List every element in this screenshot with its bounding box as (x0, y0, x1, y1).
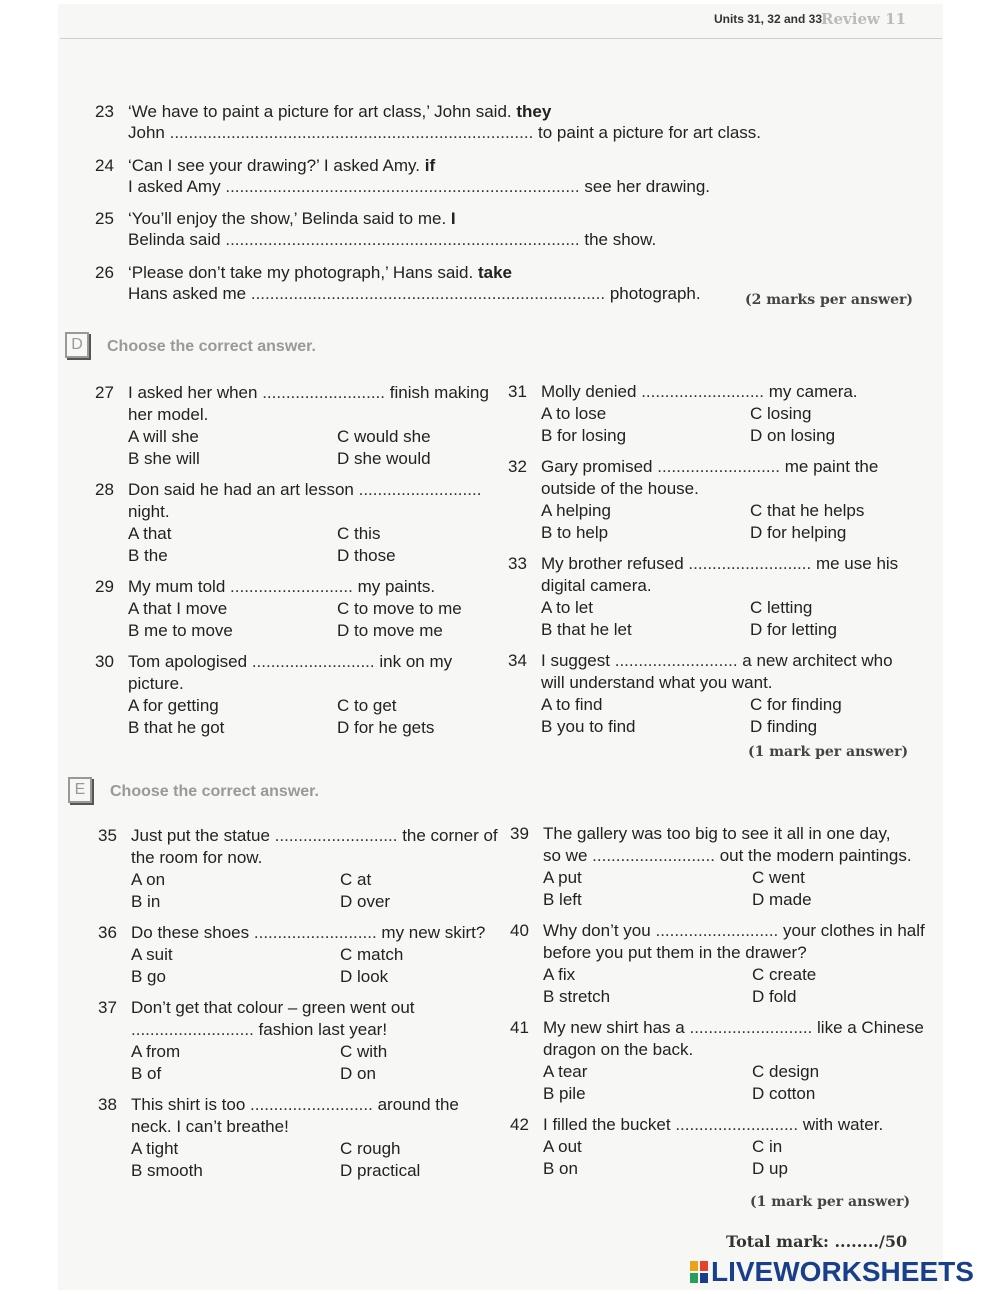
keyword: they (516, 102, 552, 121)
option-b[interactable]: B pile (543, 1084, 586, 1103)
option-d[interactable]: D for letting (750, 620, 837, 639)
option-b[interactable]: B the (128, 546, 168, 565)
answer-blank[interactable]: .......................... (131, 1020, 254, 1039)
question-25: 25 ‘You’ll enjoy the show,’ Belinda said to me. I Belinda said ........................................................................... the show. (95, 209, 657, 249)
option-a[interactable]: A suit (131, 945, 173, 964)
option-b[interactable]: B stretch (543, 987, 611, 1006)
option-c[interactable]: C letting (750, 598, 813, 617)
option-c[interactable]: C would she (337, 427, 431, 446)
answer-blank[interactable]: .......................... (250, 1095, 373, 1114)
answer-blank[interactable]: .......................... (253, 923, 377, 942)
option-d[interactable]: D practical (340, 1161, 421, 1180)
answer-blank[interactable]: .......................... (358, 480, 482, 499)
answer-blank[interactable]: .......................... (592, 846, 715, 865)
question-30: 30 Tom apologised .......................... ink on my picture. A for getting C to get B that he got D for he gets (95, 652, 453, 737)
option-a[interactable]: A out (543, 1137, 582, 1156)
option-d[interactable]: D on losing (750, 426, 836, 445)
option-a[interactable]: A to lose (541, 404, 607, 423)
option-b[interactable]: B of (131, 1064, 162, 1083)
option-b[interactable]: B that he got (128, 718, 225, 737)
review-label: Review 11 (821, 10, 906, 28)
option-d[interactable]: D over (340, 892, 391, 911)
answer-blank[interactable]: .......................... (688, 554, 812, 573)
answer-blank[interactable]: .......................... (274, 826, 398, 845)
option-a[interactable]: A that I move (128, 599, 228, 618)
option-d[interactable]: D for helping (750, 523, 847, 542)
section-e-title: Choose the correct answer. (110, 783, 319, 800)
answer-blank[interactable]: .......................... (655, 921, 779, 940)
option-c[interactable]: C went (752, 868, 805, 887)
keyword: if (424, 156, 436, 175)
option-a[interactable]: A helping (541, 501, 611, 520)
option-d[interactable]: D those (337, 546, 396, 565)
page-header (60, 0, 942, 39)
option-a[interactable]: A on (131, 870, 166, 889)
option-c[interactable]: C for finding (750, 695, 842, 714)
question-24: 24 ‘Can I see your drawing?’ I asked Amy. if I asked Amy ........................................................................... see her drawing. (95, 156, 711, 196)
question-36: 36 Do these shoes .......................... my new skirt? A suit C match B go D look (98, 923, 486, 986)
question-26: 26 ‘Please don’t take my photograph,’ Hans said. take Hans asked me ........................................................................... photograph. (95, 263, 701, 303)
option-b[interactable]: B on (543, 1159, 578, 1178)
marks-note-c: (2 marks per answer) (745, 292, 913, 308)
option-d[interactable]: D on (340, 1064, 376, 1083)
option-c[interactable]: C at (340, 870, 372, 889)
answer-blank[interactable]: .......................... (689, 1018, 813, 1037)
option-c[interactable]: C this (337, 524, 381, 543)
option-b[interactable]: B to help (541, 523, 609, 542)
question-42: 42 I filled the bucket .......................... with water. A out C in B on D up (510, 1115, 884, 1178)
option-d[interactable]: D made (752, 890, 812, 909)
option-a[interactable]: A from (131, 1042, 181, 1061)
answer-blank[interactable]: .......................... (657, 457, 781, 476)
answer-blank[interactable]: ........................................................................... (250, 284, 606, 303)
option-a[interactable]: A tight (131, 1139, 179, 1158)
option-d[interactable]: D she would (337, 449, 431, 468)
option-c[interactable]: C to get (337, 696, 397, 715)
option-a[interactable]: A that (128, 524, 172, 543)
marks-note-d: (1 mark per answer) (748, 744, 909, 760)
option-d[interactable]: D up (752, 1159, 788, 1178)
marks-note-e: (1 mark per answer) (750, 1194, 911, 1210)
answer-blank[interactable]: .......................... (262, 383, 386, 402)
option-b[interactable]: B smooth (131, 1161, 203, 1180)
option-d[interactable]: D fold (752, 987, 797, 1006)
answer-blank[interactable]: ........................................................................... (225, 177, 580, 196)
answer-blank[interactable]: .......................... (675, 1115, 799, 1134)
option-d[interactable]: D look (340, 967, 389, 986)
answer-blank[interactable]: .......................... (614, 651, 738, 670)
answer-blank[interactable]: ........................................................................... (225, 230, 580, 249)
question-41: 41 My new shirt has a .......................... like a Chinese dragon on the back. A tear C design B pile D cotton (510, 1018, 924, 1103)
question-33: 33 My brother refused .......................... me use his digital camera. A to let C letting B that he let D for letting (508, 554, 899, 639)
question-35: 35 Just put the statue .......................... the corner of the room for now. A on C at B in D over (98, 826, 498, 911)
option-c[interactable]: C in (752, 1137, 783, 1156)
option-b[interactable]: B left (543, 890, 582, 909)
question-28: 28 Don said he had an art lesson .......................... night. A that C this B the D those (95, 480, 482, 565)
option-c[interactable]: C rough (340, 1139, 401, 1158)
option-a[interactable]: A to find (541, 695, 603, 714)
option-b[interactable]: B for losing (541, 426, 627, 445)
question-40: 40 Why don’t you .......................... your clothes in half before you put them in the drawer? A fix C create B stretch D fold (510, 921, 925, 1006)
option-c[interactable]: C that he helps (750, 501, 865, 520)
question-27: 27 I asked her when .......................... finish making her model. A will she C would she B she will D she would (95, 383, 489, 468)
option-b[interactable]: B me to move (128, 621, 233, 640)
question-29: 29 My mum told .......................... my paints. A that I move C to move to me B me to move D to move me (95, 577, 462, 640)
question-37: 37 Don’t get that colour – green went out .......................... fashion last year! A from C with B of D on (98, 998, 415, 1083)
option-a[interactable]: A for getting (128, 696, 219, 715)
option-d[interactable]: D to move me (337, 621, 443, 640)
answer-blank[interactable]: .......................... (251, 652, 375, 671)
option-d[interactable]: D cotton (752, 1084, 816, 1103)
section-d-title: Choose the correct answer. (107, 338, 316, 355)
option-a[interactable]: A will she (128, 427, 199, 446)
option-b[interactable]: B go (131, 967, 166, 986)
option-a[interactable]: A fix (543, 965, 576, 984)
option-c[interactable]: C with (340, 1042, 388, 1061)
total-mark: Total mark: ......../50 (726, 1232, 908, 1251)
option-c[interactable]: C create (752, 965, 817, 984)
option-b[interactable]: B in (131, 892, 161, 911)
option-d[interactable]: D for he gets (337, 718, 435, 737)
section-d-box: D (65, 332, 89, 358)
option-d[interactable]: D finding (750, 717, 818, 736)
question-39: 39 The gallery was too big to see it all in one day, so we .......................... out the modern paintings. A put C went B left D made (510, 824, 912, 909)
option-b[interactable]: B that he let (541, 620, 632, 639)
question-32: 32 Gary promised .......................... me paint the outside of the house. A helping C that he helps B to help D for helping (508, 457, 879, 542)
section-e-box: E (68, 777, 92, 803)
question-31: 31 Molly denied .......................... my camera. A to lose C losing B for losing D on losing (508, 382, 858, 445)
option-c[interactable]: C to move to me (337, 599, 462, 618)
liveworksheets-logo: LIVEWORKSHEETS (690, 1256, 974, 1286)
option-c[interactable]: C match (340, 945, 404, 964)
answer-blank[interactable]: .......................... (230, 577, 353, 596)
option-c[interactable]: C losing (750, 404, 812, 423)
option-a[interactable]: A to let (541, 598, 593, 617)
answer-blank[interactable]: .......................... (641, 382, 764, 401)
option-a[interactable]: A put (543, 868, 582, 887)
logo-icon (690, 1261, 708, 1283)
units-label: Units 31, 32 and 33 (713, 12, 822, 26)
option-c[interactable]: C design (752, 1062, 820, 1081)
question-23: 23 ‘We have to paint a picture for art class,’ John said. they John ............................................................................. to paint a picture for art class. (95, 102, 762, 142)
option-b[interactable]: B you to find (541, 717, 636, 736)
question-34: 34 I suggest .......................... a new architect who will understand what you want. A to find C for finding B you to find D finding (508, 651, 893, 736)
keyword: I (450, 209, 456, 228)
keyword: take (477, 263, 513, 282)
option-b[interactable]: B she will (128, 449, 200, 468)
option-a[interactable]: A tear (543, 1062, 588, 1081)
question-38: 38 This shirt is too .......................... around the neck. I can’t breathe! A tight C rough B smooth D practical (98, 1095, 459, 1180)
answer-blank[interactable]: ............................................................................. (169, 123, 534, 142)
